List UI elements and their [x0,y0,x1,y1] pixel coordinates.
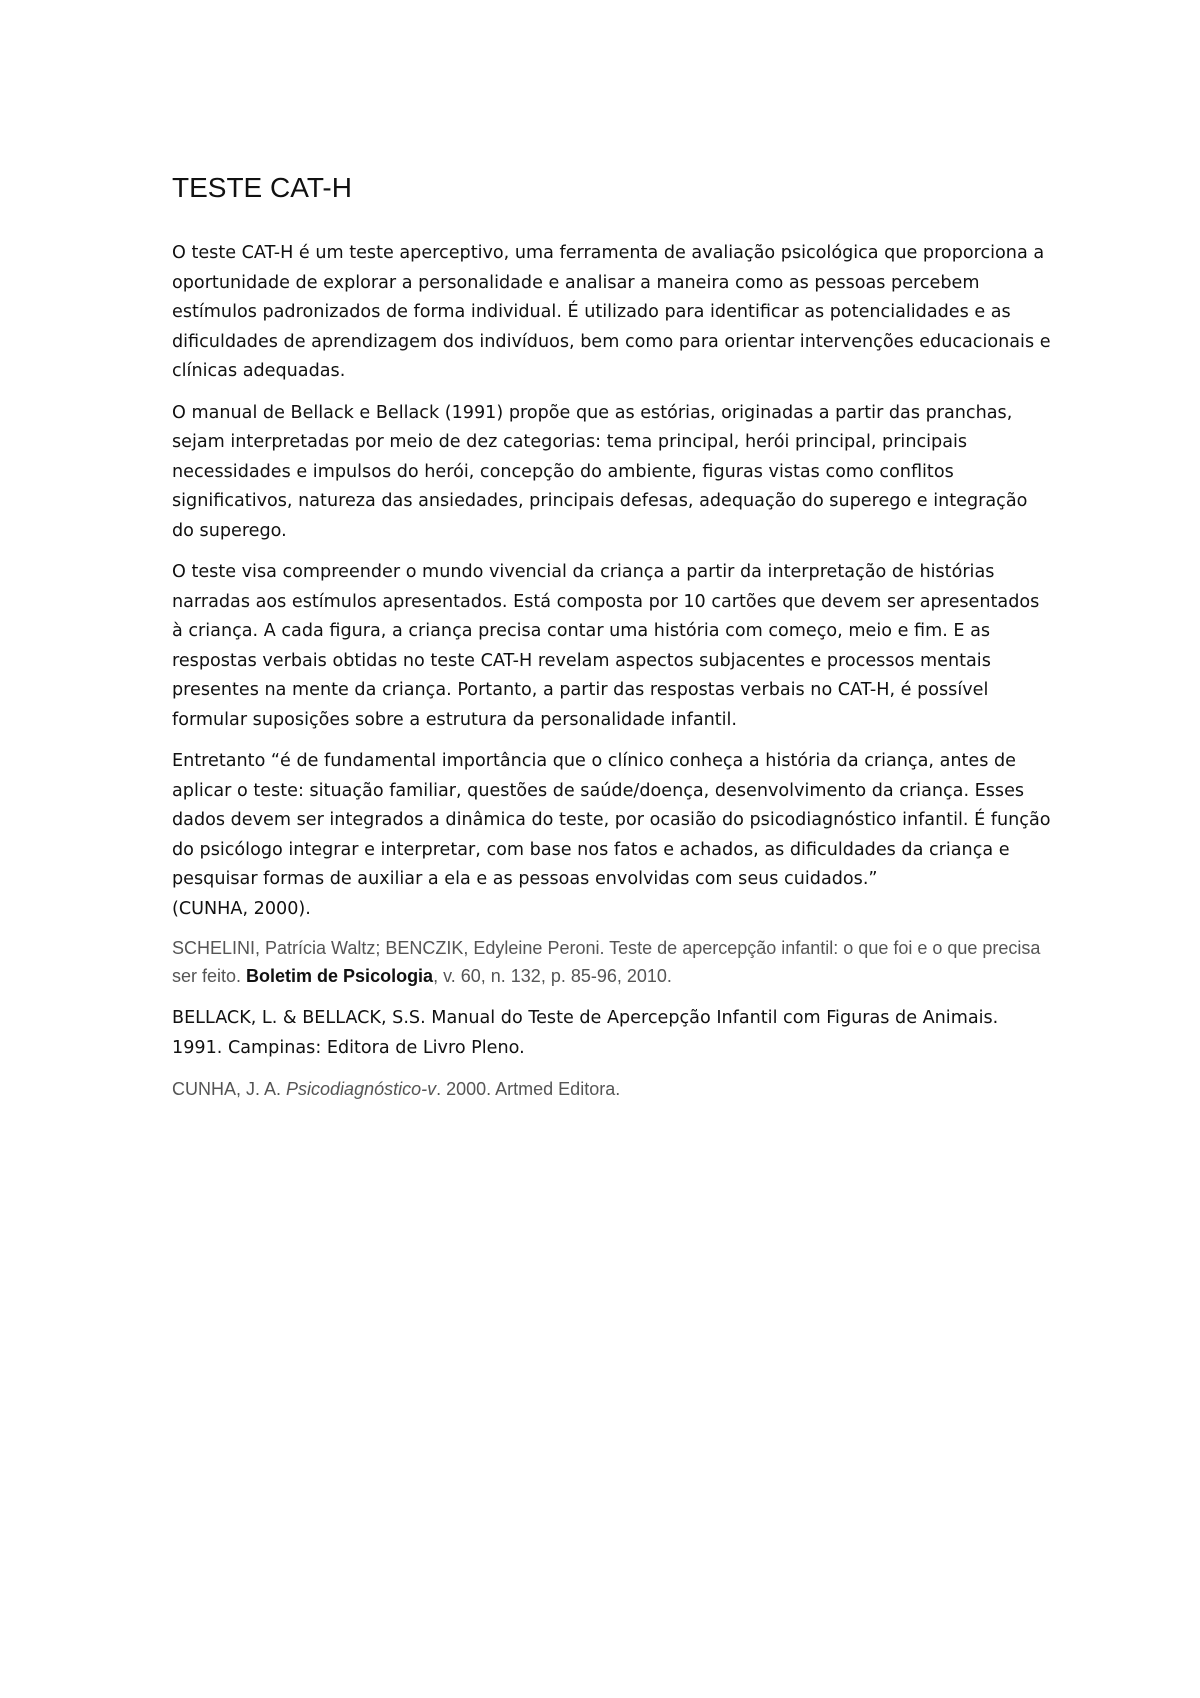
reference-schelini-details: , v. 60, n. 132, p. 85-96, 2010. [433,966,672,986]
quote-citation: (CUNHA, 2000). [172,898,311,919]
reference-schelini [172,934,1052,990]
reference-bellack: BELLACK, L. & BELLACK, S.S. Manual do Teste de Apercepção Infantil com Figuras de Animais. 1991. Campinas: Editora de Livro Pleno. [172,1008,999,1058]
reference-cunha-book: Psicodiagnóstico-v [286,1079,437,1099]
reference-schelini-journal: Boletim de Psicologia [246,966,434,986]
document-title: TESTE CAT-H [172,172,352,203]
document-content [172,170,1052,1117]
reference-schelini-text: SCHELINI, Patrícia Waltz; BENCZIK, Edyleine Peroni. Teste de apercepção infantil: o que foi e o que precisa ser feito. [172,938,1041,986]
paragraph-manual: O manual de Bellack e Bellack (1991) propõe que as estórias, originadas a partir das pranchas, sejam interpretadas por meio de dez categorias: tema principal, herói principal, principais necessidades e impulsos do herói, concepção do ambiente, figuras vistas como conflitos significativos, natureza das ansiedades, principais defesas, adequação do superego e integração do superego. [172,402,1028,541]
reference-cunha-details: . 2000. Artmed Editora. [436,1079,621,1099]
paragraph-purpose: O teste visa compreender o mundo vivencial da criança a partir da interpretação de histórias narradas aos estímulos apresentados. Está composta por 10 cartões que devem ser apresentados à criança. A cada figura, a criança precisa contar uma história com começo, meio e fim. E as respostas verbais obtidas no teste CAT-H revelam aspectos subjacentes e processos mentais presentes na mente da criança. Portanto, a partir das respostas verbais no CAT-H, é possível formular suposições sobre a estrutura da personalidade infantil. [172,562,1040,730]
reference-cunha-author: CUNHA, J. A. [172,1079,287,1099]
reference-cunha [172,1075,1052,1103]
paragraph-intro: O teste CAT-H é um teste aperceptivo, uma ferramenta de avaliação psicológica que proporciona a oportunidade de explorar a personalidade e analisar a maneira como as pessoas percebem estímulos padronizados de forma individual. É utilizado para identificar as potencialidades e as dificuldades de aprendizagem dos indivíduos, bem como para orientar intervenções educacionais e clínicas adequadas. [172,243,1051,381]
paragraph-quote: Entretanto “é de fundamental importância que o clínico conheça a história da criança, antes de aplicar o teste: situação familiar, questões de saúde/doença, desenvolvimento da criança. Esses dados devem ser integrados a dinâmica do teste, por ocasião do psicodiagnóstico infantil. É função do psicólogo integrar e interpretar, com base nos fatos e achados, as dificuldades da criança e pesquisar formas de auxiliar a ela e as pessoas envolvidas com seus cuidados.” [172,751,1051,889]
